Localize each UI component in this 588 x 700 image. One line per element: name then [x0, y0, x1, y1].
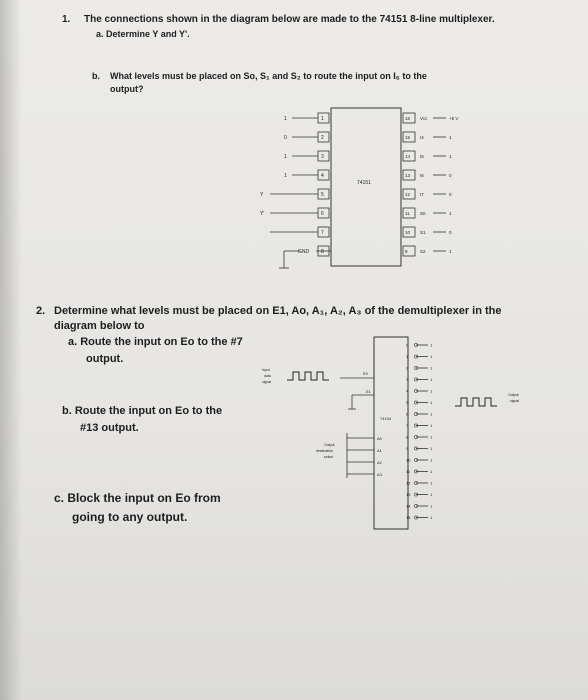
mux-right-level: 1 — [449, 211, 452, 216]
mux-right-pin-number: 13 — [405, 173, 411, 178]
mux-right-signal: I5 — [420, 154, 424, 159]
input-label-3: signal — [262, 380, 272, 384]
q1a-text: a. Determine Y and Y'. — [96, 29, 190, 39]
demux-output-number: 7 — [406, 423, 409, 428]
e1-label: E1 — [366, 389, 371, 394]
mux-left-pin-number: 4 — [321, 173, 324, 179]
q2b-line2: #13 output. — [80, 422, 139, 434]
input-label-1: Input — [262, 368, 270, 372]
demux-output-level: 1 — [430, 492, 433, 497]
demux-output-number: 11 — [406, 469, 411, 474]
mux-left-pin-number: 7 — [321, 230, 324, 236]
mux-right-signal: I7 — [420, 192, 424, 197]
mux-left-pin-number: 6 — [321, 211, 324, 217]
demux-output-level: 1 — [430, 388, 433, 394]
demux-chip-label: 74154 — [380, 416, 392, 421]
select-label-3: select — [324, 455, 334, 459]
q2a-line1: a. Route the input on Eo to the #7 — [68, 336, 243, 348]
demux-output-level: 1 — [430, 515, 433, 520]
demux-select-pin-label: A0 — [377, 436, 382, 441]
demux-output-number: 12 — [406, 480, 411, 486]
mux-chip-label: 74151 — [357, 180, 371, 186]
q2c-line2: going to any output. — [72, 510, 188, 524]
demux-output-level: 1 — [430, 377, 433, 382]
demux-output-level: 1 — [430, 446, 433, 451]
demux-select-pin-label: A1 — [377, 448, 382, 453]
mux-right-pin-number: 15 — [405, 135, 411, 140]
select-label-2: destination — [316, 449, 333, 453]
q1-text: The connections shown in the diagram below are made to the 74151 8-line multiplexer. — [84, 14, 495, 25]
demux-output-number: 6 — [406, 411, 409, 417]
demux-output-level: 1 — [430, 354, 433, 359]
mux-left-level: 1 — [284, 116, 287, 122]
mux-right-level: 1 — [449, 135, 452, 140]
q2-line1: Determine what levels must be placed on E1, Ao, A₁, A₂, A₃ of the demultiplexer in the — [54, 305, 502, 317]
mux-left-pin-number: 8 — [321, 249, 324, 255]
select-label-1: Output — [324, 443, 335, 447]
mux-left-level: 0 — [284, 135, 287, 141]
demux-output-level: 1 — [430, 342, 433, 348]
output-label-1: Output — [508, 393, 519, 397]
demux-chip-body — [374, 337, 408, 529]
q1-number: 1. — [62, 14, 71, 25]
gnd-label: GND — [298, 249, 310, 255]
demux-output-number: 3 — [406, 377, 409, 382]
mux-right-signal: I6 — [420, 173, 424, 178]
demux-output-number: 8 — [406, 434, 409, 440]
demux-output-level: 1 — [430, 400, 433, 405]
mux-right-level: 0 — [449, 173, 452, 178]
demux-output-level: 1 — [430, 365, 433, 371]
mux-right-level: 0 — [449, 230, 452, 235]
demux-select-pin-label: A2 — [377, 460, 382, 465]
mux-left-level: 1 — [284, 154, 287, 160]
demux-output-number: 1 — [406, 354, 409, 359]
demux-output-level: 1 — [430, 423, 433, 428]
mux-right-pin-number: 11 — [405, 211, 410, 216]
demux-output-number: 9 — [406, 446, 409, 451]
input-label-2: data — [264, 374, 271, 378]
demux-output-level: 1 — [430, 469, 433, 474]
output-pulse-waveform — [455, 398, 497, 406]
mux-right-signal: S1 — [420, 230, 426, 235]
demux-output-number: 14 — [406, 503, 411, 509]
demux-output-level: 1 — [430, 411, 433, 417]
input-pulse-waveform — [287, 372, 329, 380]
demux-output-number: 4 — [406, 388, 409, 394]
mux-right-pin-number: 16 — [405, 116, 411, 121]
q2-line2: diagram below to — [54, 320, 145, 332]
mux-left-pin-number: 3 — [321, 154, 324, 160]
q1b-line2: output? — [110, 84, 144, 94]
output-label-2: signal — [510, 399, 520, 403]
demux-select-pin-label: A3 — [377, 472, 382, 477]
mux-right-signal: I4 — [420, 135, 424, 140]
mux-left-pin-number: 1 — [321, 116, 324, 122]
mux-right-signal: Vcc — [420, 116, 428, 121]
demux-output-number: 10 — [406, 457, 411, 463]
demux-output-number: 5 — [406, 400, 409, 405]
mux-left-pin-number: 5 — [321, 192, 324, 198]
demux-output-level: 1 — [430, 480, 433, 486]
q1b-label: b. — [92, 71, 100, 81]
demux-output-number: 15 — [406, 515, 411, 520]
mux-right-signal: S0 — [420, 211, 426, 216]
e0-label: E0 — [363, 371, 368, 376]
demux-output-pins — [406, 343, 433, 521]
mux-right-pin-number: 9 — [405, 249, 408, 254]
mux-left-level: Y — [260, 192, 264, 198]
demux-output-number: 13 — [406, 492, 411, 497]
demux-select-pins — [347, 436, 383, 477]
q2a-line2: output. — [86, 353, 124, 365]
q1b-line1: What levels must be placed on So, S₁ and S₂ to route the input on I₆ to the — [110, 71, 427, 81]
demux-output-level: 1 — [430, 457, 433, 463]
mux-right-pin-number: 12 — [405, 192, 411, 197]
mux-left-level: 1 — [284, 173, 287, 179]
mux-right-level: 0 — [449, 192, 452, 197]
demux-output-number: 0 — [406, 342, 409, 348]
demux-output-level: 1 — [430, 503, 433, 509]
mux-right-signal: S2 — [420, 249, 426, 254]
mux-left-level: Y' — [260, 211, 265, 217]
q2-number: 2. — [36, 305, 46, 317]
q2c-line1: c. Block the input on Eo from — [54, 491, 221, 505]
mux-left-pin-number: 2 — [321, 135, 324, 141]
q2b-line1: b. Route the input on Eo to the — [62, 405, 223, 417]
mux-right-level: 1 — [449, 249, 452, 254]
mux-right-pin-number: 10 — [405, 230, 411, 235]
mux-right-level: 1 — [449, 154, 452, 159]
demux-output-number: 2 — [406, 365, 409, 371]
mux-right-pin-number: 14 — [405, 154, 411, 159]
mux-right-level: +5 V — [449, 116, 459, 121]
demux-output-level: 1 — [430, 434, 433, 440]
